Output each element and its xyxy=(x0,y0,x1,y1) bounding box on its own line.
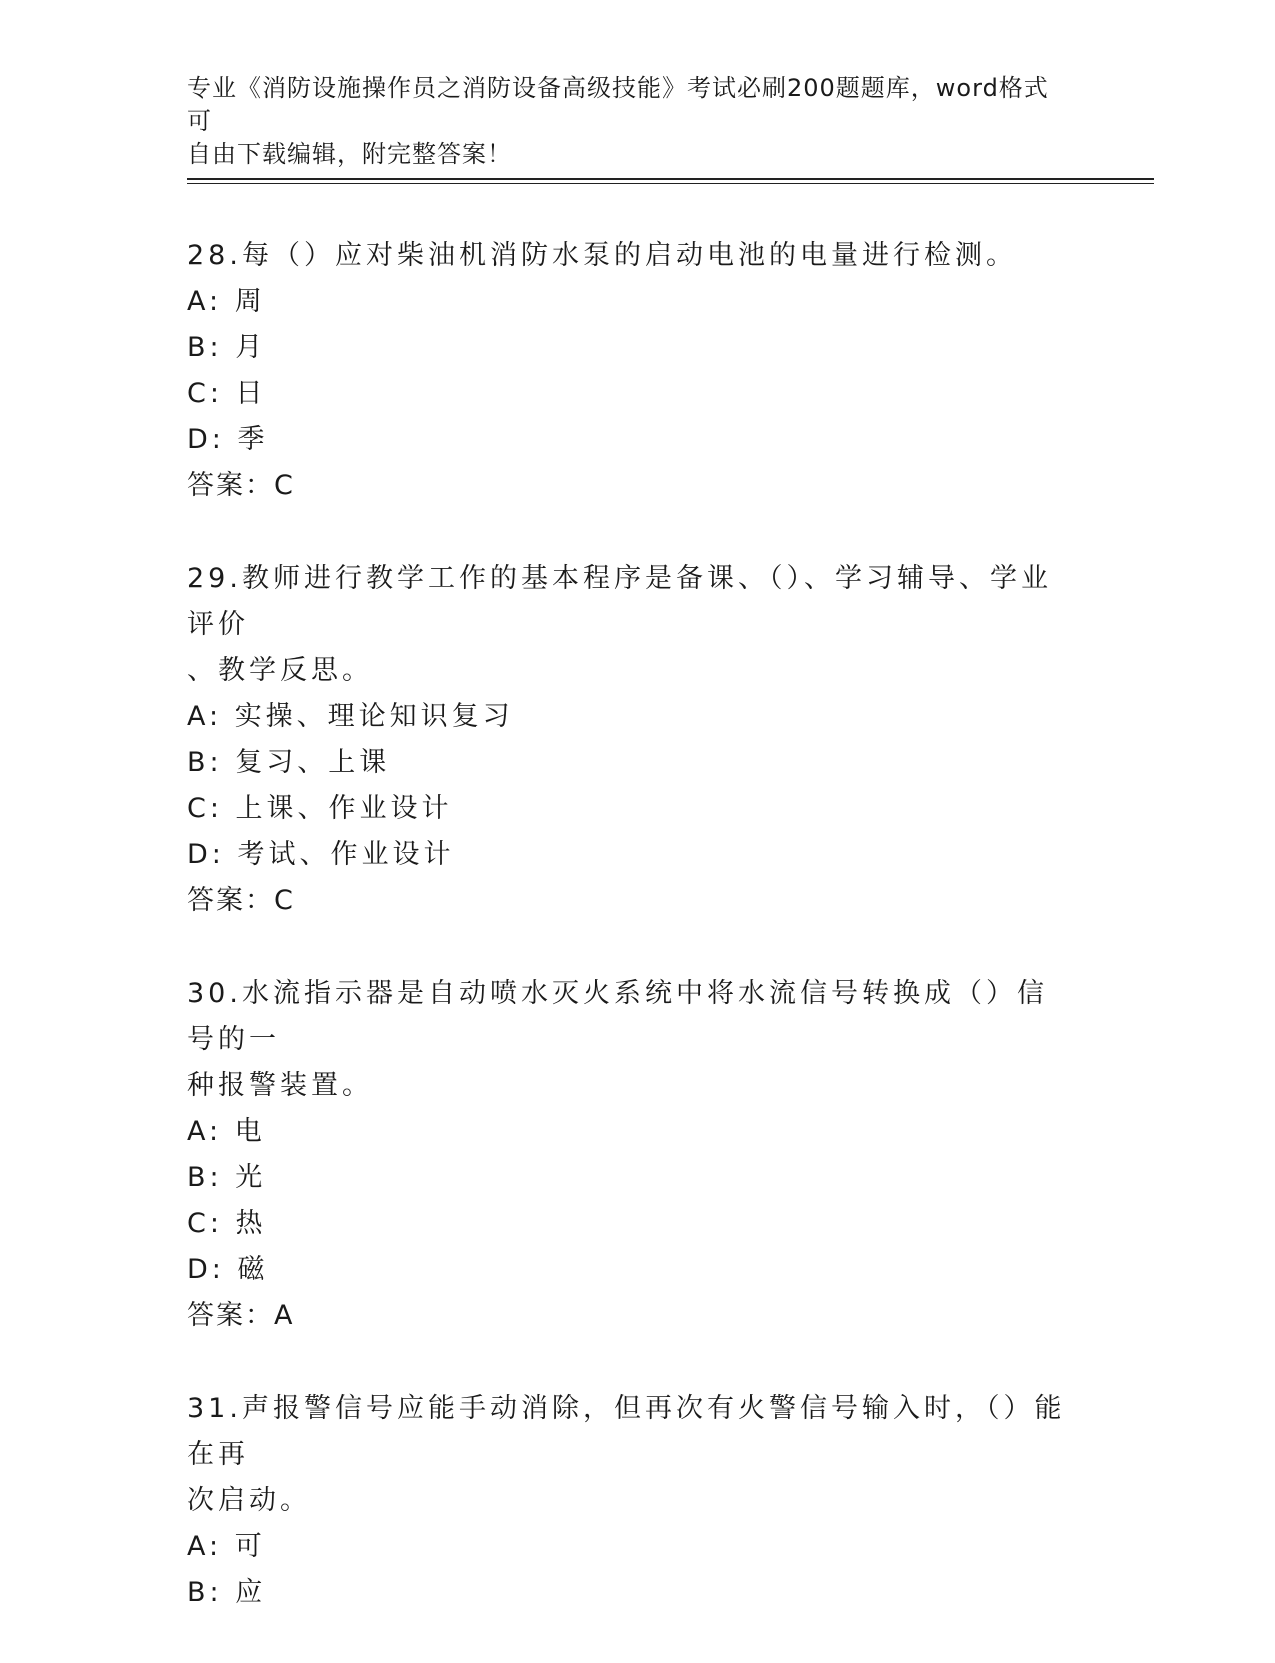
option-d xyxy=(187,417,1067,463)
header-rule-thin xyxy=(187,183,1154,184)
option-b xyxy=(187,740,1067,786)
question-text: 30.水流指示器是自动喷水灭火系统中将水流信号转换成（）信号的一 xyxy=(187,978,1048,1055)
option-text: 实操、理论知识复习 xyxy=(234,701,514,732)
option-text: 月 xyxy=(235,332,267,363)
option-text: 上课、作业设计 xyxy=(235,793,453,824)
question-text: 29.教师进行教学工作的基本程序是备课、（）、学习辅导、学业评价 xyxy=(187,563,1052,640)
document-header xyxy=(187,72,1067,171)
option-letter: D: xyxy=(187,1254,225,1285)
option-c xyxy=(187,1201,1067,1247)
option-letter: B: xyxy=(187,747,223,778)
option-a xyxy=(187,1524,1067,1570)
option-letter: A: xyxy=(187,701,223,732)
question-text-continued: 、教学反思。 xyxy=(187,655,373,686)
option-text: 应 xyxy=(235,1577,267,1608)
option-text: 光 xyxy=(235,1162,267,1193)
option-text: 电 xyxy=(234,1116,266,1147)
option-text: 磁 xyxy=(237,1254,269,1285)
answer-label: 答案： xyxy=(187,885,274,916)
option-c xyxy=(187,786,1067,832)
header-rule-thick xyxy=(187,178,1154,180)
option-letter: D: xyxy=(187,839,225,870)
option-a xyxy=(187,694,1067,740)
answer-line xyxy=(187,878,1067,924)
option-letter: B: xyxy=(187,1162,223,1193)
option-letter: C: xyxy=(187,1208,223,1239)
option-text: 周 xyxy=(234,286,266,317)
answer-line xyxy=(187,1293,1067,1339)
question-text: 28.每（）应对柴油机消防水泵的启动电池的电量进行检测。 xyxy=(187,240,1017,271)
option-a xyxy=(187,1109,1067,1155)
option-letter: C: xyxy=(187,793,223,824)
option-b xyxy=(187,1155,1067,1201)
header-line-1: 专业《消防设施操作员之消防设备高级技能》考试必刷200题题库，word格式可 xyxy=(187,74,1049,135)
option-letter: C: xyxy=(187,378,223,409)
question-text-continued: 次启动。 xyxy=(187,1485,311,1516)
question-text: 31.声报警信号应能手动消除，但再次有火警信号输入时，（）能在再 xyxy=(187,1393,1066,1470)
option-letter: D: xyxy=(187,424,225,455)
option-text: 日 xyxy=(235,378,267,409)
option-d xyxy=(187,1247,1067,1293)
option-text: 复习、上课 xyxy=(235,747,391,778)
option-letter: A: xyxy=(187,286,223,317)
option-a xyxy=(187,279,1067,325)
option-letter: A: xyxy=(187,1531,223,1562)
question-item xyxy=(187,233,1067,509)
option-letter: B: xyxy=(187,332,223,363)
answer-line xyxy=(187,463,1067,509)
answer-value: C xyxy=(274,470,295,501)
answer-value: C xyxy=(274,885,295,916)
question-item xyxy=(187,556,1067,924)
answer-value: A xyxy=(274,1300,295,1331)
option-c xyxy=(187,371,1067,417)
header-line-2: 自由下载编辑，附完整答案！ xyxy=(187,140,512,168)
option-b xyxy=(187,1570,1067,1616)
option-text: 季 xyxy=(237,424,269,455)
option-letter: B: xyxy=(187,1577,223,1608)
answer-label: 答案： xyxy=(187,470,274,501)
option-b xyxy=(187,325,1067,371)
question-text-continued: 种报警装置。 xyxy=(187,1070,373,1101)
question-item xyxy=(187,971,1067,1339)
option-letter: A: xyxy=(187,1116,223,1147)
answer-label: 答案： xyxy=(187,1300,274,1331)
option-d xyxy=(187,832,1067,878)
question-list xyxy=(187,233,1067,1663)
option-text: 考试、作业设计 xyxy=(237,839,455,870)
option-text: 可 xyxy=(234,1531,266,1562)
option-text: 热 xyxy=(235,1208,267,1239)
question-item xyxy=(187,1386,1067,1616)
